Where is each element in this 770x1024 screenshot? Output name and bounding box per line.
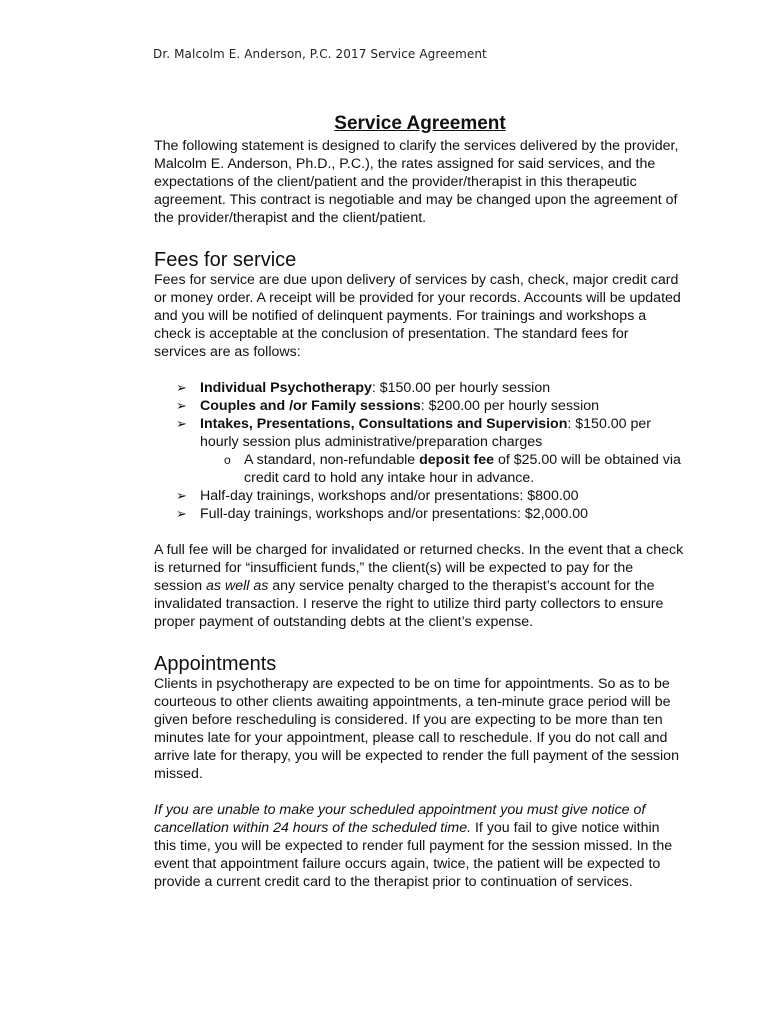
cancellation-after: If you fail to give notice within this time, you will be expected to render full payment for the session missed. In the event that appointment failure occurs again, twice, the patient will be expected to provide a current credit card to the therapist prior to continuation of services.	[154, 820, 673, 890]
fee-item	[176, 415, 684, 487]
arrow-bullet-icon: ➢	[176, 488, 187, 503]
cancellation-italic: If you are unable to make your scheduled appointment you must give notice of cancellation within 24 hours of the scheduled time.	[154, 802, 646, 836]
fee-item	[176, 397, 684, 415]
deposit-note	[222, 451, 684, 487]
penalty-paragraph	[154, 541, 684, 631]
fee-item-detail: : $150.00 per hourly session	[371, 380, 551, 396]
fee-item-label: Individual Psychotherapy	[200, 380, 372, 396]
arrow-bullet-icon: ➢	[176, 416, 187, 431]
fee-item-detail: Full-day trainings, workshops and/or presentations: $2,000.00	[200, 506, 589, 522]
fee-item	[176, 505, 684, 523]
penalty-after: any service penalty charged to the therapist’s account for the invalidated transaction. I reserve the right to utilize third party collectors to ensure proper payment of outstanding debts at the client’s expense.	[154, 578, 664, 630]
fees-heading: Fees for service	[154, 249, 297, 271]
document-title: Service Agreement	[334, 113, 506, 134]
intro-paragraph: The following statement is designed to clarify the services delivered by the provider, Malcolm E. Anderson, Ph.D., P.C.), the rates assigned for said services, and the expectations of the client/patient and the provider/therapist in this therapeutic agreement. This contract is negotiable and may be changed upon the agreement of the provider/therapist and the client/patient.	[154, 138, 679, 226]
deposit-note-bold: deposit fee	[419, 452, 495, 468]
arrow-bullet-icon: ➢	[176, 506, 187, 521]
cancellation-paragraph	[154, 801, 684, 891]
appointments-paragraph: Clients in psychotherapy are expected to be on time for appointments. So as to be courteous to other clients awaiting appointments, a ten-minute grace period will be given before rescheduling is considered. If you are expecting to be more than ten minutes late for your appointment, please call to reschedule. If you do not call and arrive late for therapy, you will be expected to render the full payment of the session missed.	[154, 676, 679, 782]
fee-sub-list	[200, 451, 684, 487]
penalty-before: A full fee will be charged for invalidated or returned checks. In the event that a check is returned for “insufficient funds,” the client(s) will be expected to pay for the session	[154, 542, 684, 594]
fee-item-detail: Half-day trainings, workshops and/or presentations: $800.00	[200, 488, 579, 504]
circle-bullet-icon: o	[224, 453, 231, 467]
fee-item-detail: : $150.00 per hourly session plus administrative/preparation charges	[200, 416, 652, 450]
fee-list	[154, 379, 684, 523]
fees-paragraph: Fees for service are due upon delivery of services by cash, check, major credit card or money order. A receipt will be provided for your records. Accounts will be updated and you will be notified of delinquent payments. For trainings and workshops a check is acceptable at the conclusion of presentation. The standard fees for services are as follows:	[154, 272, 681, 360]
arrow-bullet-icon: ➢	[176, 398, 187, 413]
document-body	[154, 113, 684, 891]
penalty-italic: as well as	[206, 578, 269, 594]
fee-item-label: Couples and /or Family sessions	[200, 398, 421, 414]
fee-item	[176, 379, 684, 397]
appointments-heading: Appointments	[154, 653, 277, 675]
fee-item	[176, 487, 684, 505]
deposit-note-after: of $25.00 will be obtained via credit card to hold any intake hour in advance.	[244, 452, 681, 486]
fee-item-detail: : $200.00 per hourly session	[420, 398, 600, 414]
deposit-note-before: A standard, non-refundable	[244, 452, 420, 468]
fee-item-label: Intakes, Presentations, Consultations and Supervision	[200, 416, 568, 432]
running-header: Dr. Malcolm E. Anderson, P.C. 2017 Service Agreement	[153, 47, 487, 61]
arrow-bullet-icon: ➢	[176, 380, 187, 395]
